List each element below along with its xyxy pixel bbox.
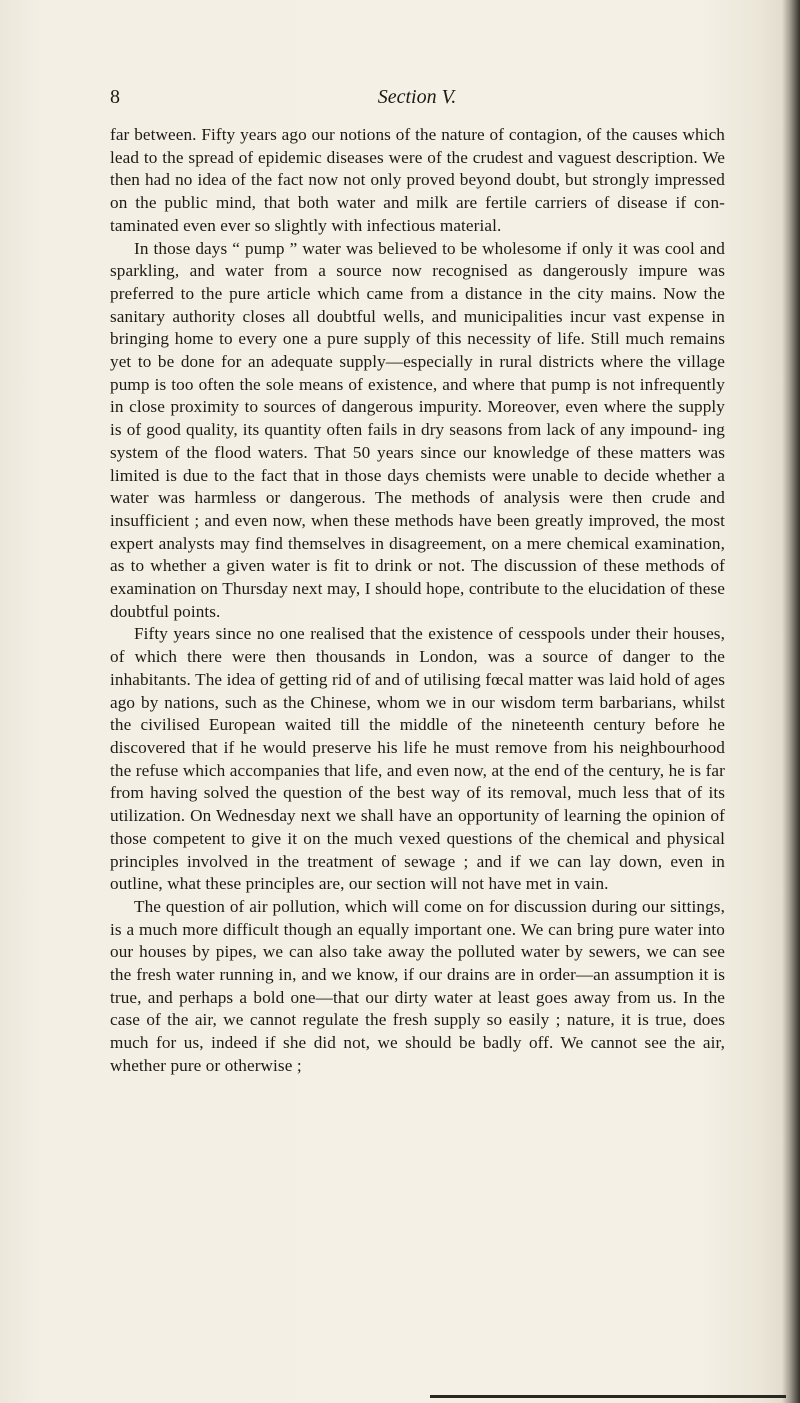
page-edge-shadow	[782, 0, 800, 1403]
bottom-edge-rule	[430, 1395, 786, 1398]
page-number: 8	[110, 86, 120, 108]
paragraph-4: The question of air pollution, which will come on for discussion during our sittings, is a much more difficult though an equally important one. We can bring pure water into our houses by pipes, we can also take away the polluted water by sewers, we can see the fresh water running in, and we know, if our drains are in order—an assumption it is true, and perhaps a bold one—that our dirty water at least goes away from us. In the case of the air, we cannot regulate the fresh supply so easily ; nature, it is true, does much for us, indeed if she did not, we should be badly off. We cannot see the air, whether pure or otherwise ;	[110, 896, 725, 1075]
paragraph-1: far between. Fifty years ago our notions of the nature of contagion, of the causes which lead to the spread of epidemic diseases were of the crudest and vaguest description. We then had no idea of the fact now not only proved beyond doubt, but strongly impressed on the public mind, that both water and milk are fertile carriers of disease if con- taminated even ever so slightly with infectious material.	[110, 125, 725, 235]
paragraph-2: In those days “ pump ” water was believed to be wholesome if only it was cool and sparkling, and water from a source now recognised as dangerously impure was preferred to the pure article which came from a distance in the city mains. Now the sanitary authority closes all doubtful wells, and municipalities incur vast expense in bringing home to every one a pure supply of this necessity of life. Still much remains yet to be done for an adequate supply—especially in rural districts where the village pump is too often the sole means of existence, and where that pump is not infrequently in close proximity to sources of dangerous impurity. Moreover, even where the supply is of good quality, its quantity often fails in dry seasons from lack of any impound- ing system of the flood waters. That 50 years since our knowledge of these matters was limited is due to the fact that in those days chemists were unable to decide whether a water was harmless or dangerous. The methods of analysis were then crude and insufficient ; and even now, when these methods have been greatly improved, the most expert analysts may find themselves in disagreement, on a mere chemical examination, as to whether a given water is fit to drink or not. The discussion of these methods of examination on Thursday next may, I should hope, contribute to the elucidation of these doubtful points.	[110, 238, 725, 621]
running-head: Section V.	[377, 86, 457, 108]
body-text	[110, 124, 725, 1078]
page-header	[110, 86, 724, 116]
paragraph-3: Fifty years since no one realised that the existence of cesspools under their houses, of which there were then thousands in London, was a source of danger to the inhabitants. The idea of getting rid of and of utilising fœcal matter was laid hold of ages ago by nations, such as the Chinese, whom we in our wisdom term barbarians, whilst the civilised European waited till the middle of the nineteenth century before he discovered that if he would preserve his life he must remove from his neighbourhood the refuse which accompanies that life, and even now, at the end of the century, he is far from having solved the question of the best way of its removal, much less that of its utilization. On Wednesday next we shall have an opportunity of learning the opinion of those competent to give it on the much vexed questions of the chemical and physical principles involved in the treatment of sewage ; and if we can lay down, even in outline, what these principles are, our section will not have met in vain.	[110, 624, 725, 894]
